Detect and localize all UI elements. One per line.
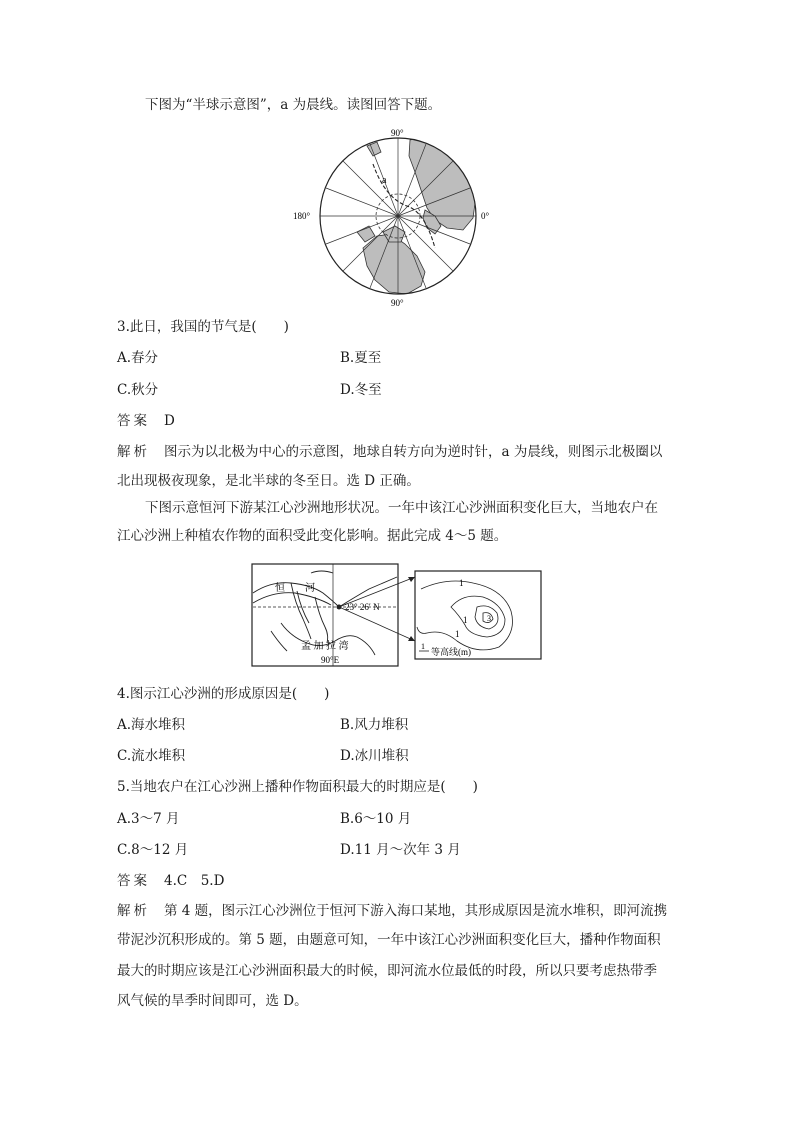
answer-3 <box>117 410 175 432</box>
intro-text-1: 下图为“半球示意图”，a 为晨线。读图回答下题。 <box>145 97 442 113</box>
q3-option-c: C.秋分 <box>117 382 159 398</box>
intro-text-2-line1: 下图示意恒河下游某江心沙洲地形状况。一年中该江心沙洲面积变化巨大，当地农户在 <box>145 500 658 516</box>
label-latitude: 23° 26′ N <box>345 602 380 612</box>
sandbar-map-figure <box>251 563 543 669</box>
explanation-label: 解析 <box>117 444 150 460</box>
label-river: 恒 河 <box>275 583 315 594</box>
q4-option-b: B.风力堆积 <box>340 717 409 733</box>
explanation-3-line1: 解析 图示为以北极为中心的示意图，地球自转方向为逆时针，a 为晨线，则图示北极圈以 <box>117 444 663 460</box>
q3-option-a: A.春分 <box>117 350 159 366</box>
q5-stem: 5.当地农户在江心沙洲上播种作物面积最大的时期应是( ) <box>117 779 478 795</box>
q4-option-a: A.海水堆积 <box>117 717 186 733</box>
q4-stem: 4.图示江心沙洲的形成原因是( ) <box>117 686 330 702</box>
label-lon-left: 180° <box>293 211 311 221</box>
q4-option-d: D.冰川堆积 <box>340 748 409 764</box>
label-lat-bottom: 90° <box>391 298 404 308</box>
answer-value: D <box>164 413 175 429</box>
contour-label-3: 3 <box>487 614 491 623</box>
hemisphere-figure <box>285 128 515 308</box>
contour-label-1c: 1 <box>455 629 460 639</box>
explanation-3-line2: 北出现极夜现象，是北半球的冬至日。选 D 正确。 <box>117 473 420 489</box>
explanation-45-line3: 最大的时期应该是江心沙洲面积最大的时候，即河流水位最低的时段，所以只要考虑热带季 <box>117 963 657 979</box>
explanation-45-line1: 解析 第 4 题，图示江心沙洲位于恒河下游入海口某地，其形成原因是流水堆积，即河流携 <box>117 903 668 919</box>
label-longitude: 90°E <box>321 655 340 665</box>
answer-value: 4.C 5.D <box>164 873 225 889</box>
legend-number: 1 <box>421 642 425 651</box>
label-bay: 孟 加 拉 湾 <box>301 641 349 652</box>
explanation-label: 解析 <box>117 903 150 919</box>
label-lon-right: 0° <box>481 211 490 221</box>
q4-option-c: C.流水堆积 <box>117 748 186 764</box>
q5-option-b: B.6～10 月 <box>340 811 412 827</box>
answer-label: 答案 <box>117 873 150 889</box>
legend-label: 等高线(m) <box>431 647 471 657</box>
land-america <box>363 234 425 294</box>
q3-option-d: D.冬至 <box>340 382 382 398</box>
explanation-45-line4: 风气候的旱季时间即可，选 D。 <box>117 993 308 1009</box>
q5-option-c: C.8～12 月 <box>117 842 189 858</box>
contour-label-1a: 1 <box>459 578 464 588</box>
q5-option-d: D.11 月～次年 3 月 <box>340 842 461 858</box>
contour-label-1b: 1 <box>463 615 468 625</box>
label-terminator-a: a <box>382 175 387 186</box>
q3-option-b: B.夏至 <box>340 350 382 366</box>
q5-option-a: A.3～7 月 <box>117 811 180 827</box>
answer-4-5 <box>117 870 224 892</box>
answer-label: 答案 <box>117 413 150 429</box>
explanation-45-line2: 带泥沙沉积形成的。第 5 题，由题意可知，一年中该江心沙洲面积变化巨大，播种作物面积 <box>117 932 661 948</box>
q3-stem: 3.此日，我国的节气是( ) <box>117 319 289 335</box>
intro-text-2-line2: 江心沙洲上种植农作物的面积受此变化影响。据此完成 4～5 题。 <box>117 528 508 544</box>
label-lat-top: 90° <box>391 128 404 138</box>
